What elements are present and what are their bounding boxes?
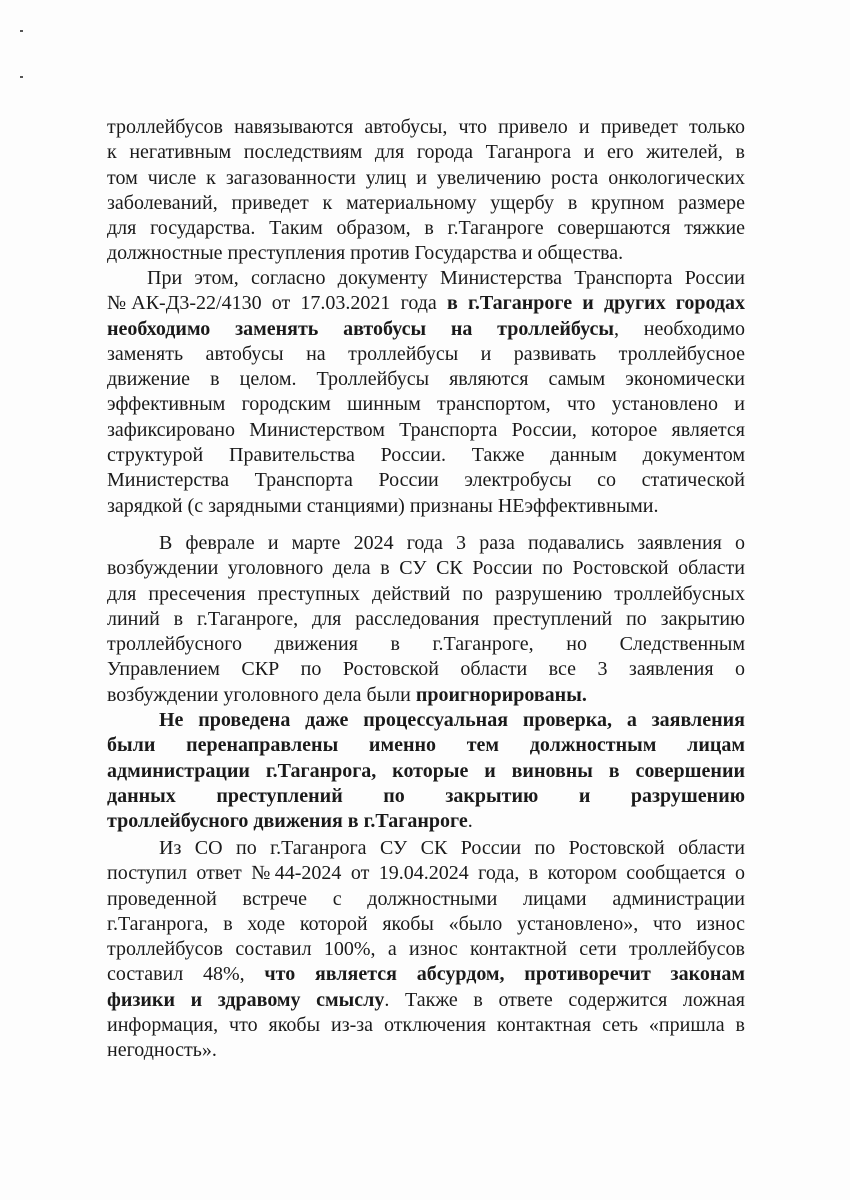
text-run: троллейбусного движения в г.Таганроге, но Следственным [107, 633, 745, 656]
text-run: зарядкой (с зарядными станциями) признаны НЕэффективными. [107, 494, 659, 517]
text-run: поступил ответ №44-2024 от 19.04.2024 года, в котором сообщается о [107, 862, 745, 885]
bold-text-run: данных преступлений по закрытию и разрушению [107, 784, 745, 807]
text-line [107, 115, 745, 140]
text-line [107, 962, 745, 987]
text-run: к негативным последствиям для города Таганрога и его жителей, в [107, 141, 745, 164]
bold-text-run: Не проведена даже процессуальная проверка, а заявления [159, 709, 745, 731]
text-run: №АК-Д3-22/4130 от 17.03.2021 года [107, 292, 447, 315]
text-run: . [467, 810, 473, 833]
text-line [107, 836, 745, 861]
text-line [107, 317, 745, 342]
text-run: должностные преступления против Государства и общества. [107, 242, 624, 265]
bold-text-run: администрации г.Таганрога, которые и виновны в совершении [107, 759, 745, 782]
text-run: троллейбусов составил 100%, а износ контактной сети троллейбусов [107, 938, 745, 961]
text-line [107, 531, 745, 556]
text-run: При этом, согласно документу Министерства Транспорта России [147, 267, 745, 289]
text-line [107, 418, 745, 443]
text-line [107, 632, 745, 657]
bold-text-run: необходимо заменять автобусы на троллейбусы [107, 317, 615, 340]
text-line [107, 494, 745, 519]
text-run: , необходимо [614, 317, 745, 340]
text-run: зафиксировано Министерством Транспорта России, которое является [107, 418, 745, 441]
text-line [107, 1038, 745, 1063]
text-line [107, 759, 745, 784]
text-line [107, 1013, 745, 1038]
text-run: движение в целом. Троллейбусы являются самым экономически [107, 368, 745, 391]
text-line [107, 937, 745, 962]
text-line [107, 443, 745, 468]
text-line [107, 784, 745, 809]
paragraph-1 [107, 115, 745, 267]
text-run: структурой Правительства России. Также данным документом [107, 444, 745, 467]
text-run: . Также в ответе содержится ложная [384, 988, 745, 1011]
text-run: том числе к загазованности улиц и увеличению роста онкологических [107, 166, 745, 189]
text-run: Министерства Транспорта России электробусы со статической [107, 469, 745, 492]
text-line [107, 582, 745, 607]
text-run: составил 48%, [107, 963, 265, 986]
text-line [107, 861, 745, 886]
text-run: негодность». [107, 1039, 217, 1062]
bold-text-run: троллейбусного движения в г.Таганроге [107, 810, 468, 833]
paragraph-5 [107, 836, 745, 1064]
text-line [107, 657, 745, 682]
paragraph-4 [107, 708, 745, 834]
text-run: для государства. Таким образом, в г.Таганроге совершаются тяжкие [107, 217, 745, 240]
text-run: эффективным городским шинным транспортом, что установлено и [107, 393, 745, 416]
text-run: информация, что якобы из-за отключения контактная сеть «пришла в [107, 1014, 745, 1037]
text-line [107, 988, 745, 1013]
text-run: троллейбусов навязываются автобусы, что привело и приведет только [107, 116, 745, 138]
text-line [107, 392, 745, 417]
text-line [107, 216, 745, 241]
text-run: Управлением СКР по Ростовской области все 3 заявления о [107, 658, 745, 681]
bold-text-run: что является абсурдом, противоречит законам [264, 963, 745, 986]
text-run: для пресечения преступных действий по разрушению троллейбусных [107, 582, 745, 605]
text-line [107, 809, 745, 834]
text-run: г.Таганрога, в ходе которой якобы «было установлено», что износ [107, 912, 745, 935]
text-line [107, 191, 745, 216]
text-run: заменять автобусы на троллейбусы и развивать троллейбусное [107, 342, 745, 365]
scan-speck [20, 76, 23, 78]
text-run: возбуждении уголовного дела были [107, 683, 416, 706]
bold-text-run: были перенаправлены именно тем должностным лицам [107, 734, 745, 757]
text-line [107, 266, 745, 291]
text-line [107, 291, 745, 316]
text-line [107, 166, 745, 191]
bold-text-run: физики и здравому смыслу [107, 988, 385, 1011]
paragraph-2 [107, 266, 745, 519]
text-line [107, 912, 745, 937]
text-line [107, 708, 745, 733]
text-run: заболеваний, приведет к материальному ущербу в крупном размере [107, 191, 745, 214]
text-line [107, 241, 745, 266]
text-line [107, 367, 745, 392]
text-line [107, 607, 745, 632]
bold-text-run: в г.Таганроге и других городах [447, 292, 746, 315]
text-line [107, 468, 745, 493]
text-run: В феврале и марте 2024 года 3 раза подавались заявления о [159, 532, 745, 554]
text-run: возбуждении уголовного дела в СУ СК России по Ростовской области [107, 557, 745, 580]
text-line [107, 556, 745, 581]
text-line [107, 887, 745, 912]
text-line [107, 733, 745, 758]
text-run: проведенной встрече с должностными лицами администрации [107, 887, 745, 910]
paragraph-3 [107, 531, 745, 708]
text-line [107, 140, 745, 165]
text-run: линий в г.Таганроге, для расследования преступлений по закрытию [107, 607, 745, 630]
text-run: Из СО по г.Таганрога СУ СК России по Ростовской области [159, 837, 745, 859]
text-line [107, 342, 745, 367]
bold-text-run: проигнорированы. [415, 683, 587, 706]
scan-speck [20, 30, 23, 32]
text-line [107, 683, 745, 708]
